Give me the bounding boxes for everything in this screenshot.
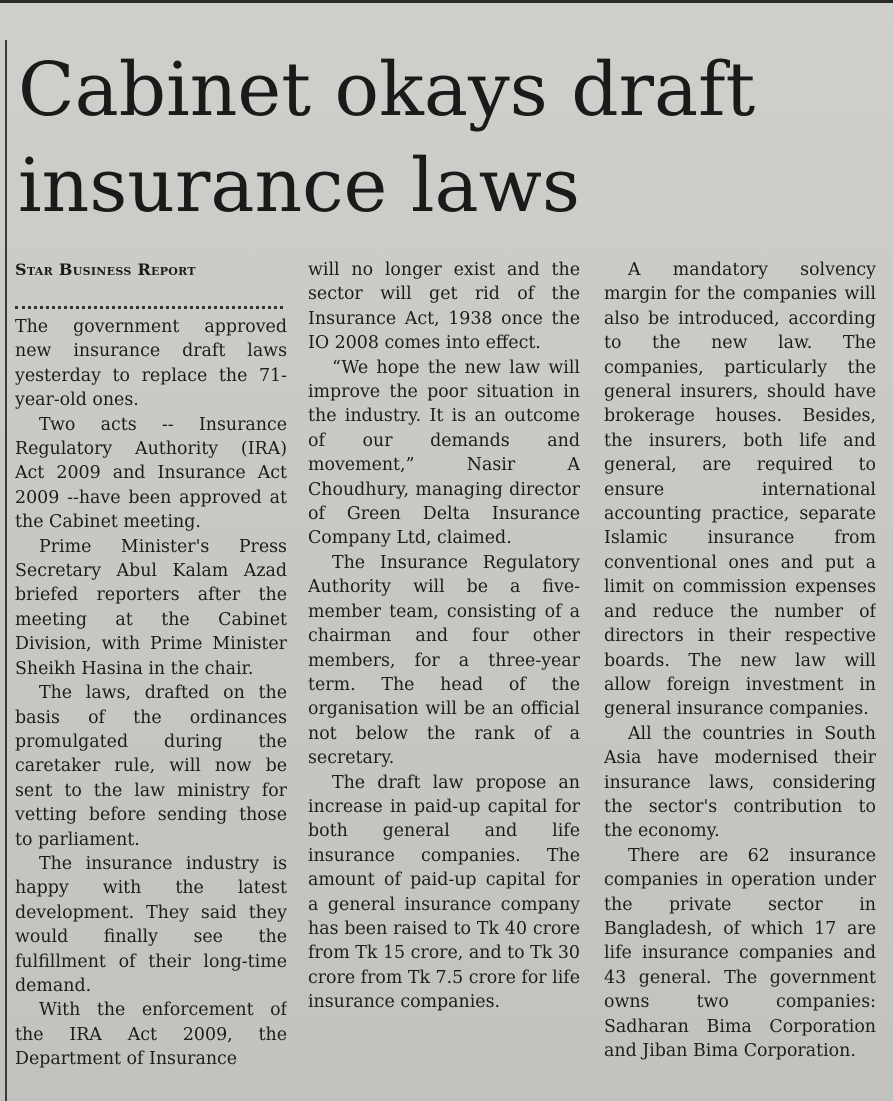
paragraph: All the countries in South Asia have modernised their insurance laws, considering the sector's contribution to the economy. (604, 723, 876, 842)
paragraph: With the enforcement of the IRA Act 2009, the Department of Insurance (15, 1000, 287, 1070)
paragraph: The government approved new insurance draft laws yesterday to replace the 71-year-old ones. (15, 317, 287, 411)
byline: Star Business Report (15, 260, 196, 279)
paragraph: The Insurance Regulatory Authority will be a five-member team, consisting of a chairman and four other members, for a three-year term. The head of the organisation will be an official not below the rank of a secretary. (308, 552, 580, 769)
column-3 (604, 258, 876, 1098)
left-column-rule (5, 40, 7, 1101)
column-2 (308, 258, 580, 1098)
paragraph: Prime Minister's Press Secretary Abul Kalam Azad briefed reporters after the meeting at the Cabinet Division, with Prime Minister Sheikh Hasina in the chair. (15, 536, 287, 679)
paragraph: There are 62 insurance companies in operation under the private sector in Bangladesh, of which 17 are life insurance companies and 43 general. The government owns two companies: Sadharan Bima Corporation and Jiban Bima Corporation. (604, 845, 876, 1061)
paragraph: The draft law propose an increase in paid-up capital for both general and life insurance companies. The amount of paid-up capital for a general insurance company has been raised to Tk 40 crore from Tk 15 crore, and to Tk 30 crore from Tk 7.5 crore for life insurance companies. (308, 772, 580, 1013)
paragraph: The laws, drafted on the basis of the ordinances promulgated during the caretaker rule, will now be sent to the law ministry for vetting before sending those to parliament. (15, 683, 287, 850)
paragraph: will no longer exist and the sector will get rid of the Insurance Act, 1938 once the IO 2008 comes into effect. (308, 260, 580, 354)
paragraph: A mandatory solvency margin for the companies will also be introduced, according to the new law. The companies, particularly the general insurers, should have brokerage houses. Besides, the insurers, both life and general, are required to ensure international accounting practice, separate Islamic insurance from conventional ones and put a limit on commission expenses and reduce the number of directors in their respective boards. The new law will allow foreign investment in general insurance companies. (604, 260, 876, 720)
column-1 (15, 258, 287, 1098)
paragraph: The insurance industry is happy with the latest development. They said they would finally see the fulfillment of their long-time demand. (15, 853, 287, 996)
byline-divider (15, 292, 283, 309)
headline: Cabinet okays draft insurance laws (18, 47, 756, 229)
paragraph: “We hope the new law will improve the poor situation in the industry. It is an outcome of our demands and movement,” Nasir A Choudhury, managing director of Green Delta Insurance Company Ltd, claimed. (308, 357, 580, 549)
paragraph: Two acts -- Insurance Regulatory Authority (IRA) Act 2009 and Insurance Act 2009 --have been approved at the Cabinet meeting. (15, 414, 287, 533)
top-rule (0, 0, 893, 3)
